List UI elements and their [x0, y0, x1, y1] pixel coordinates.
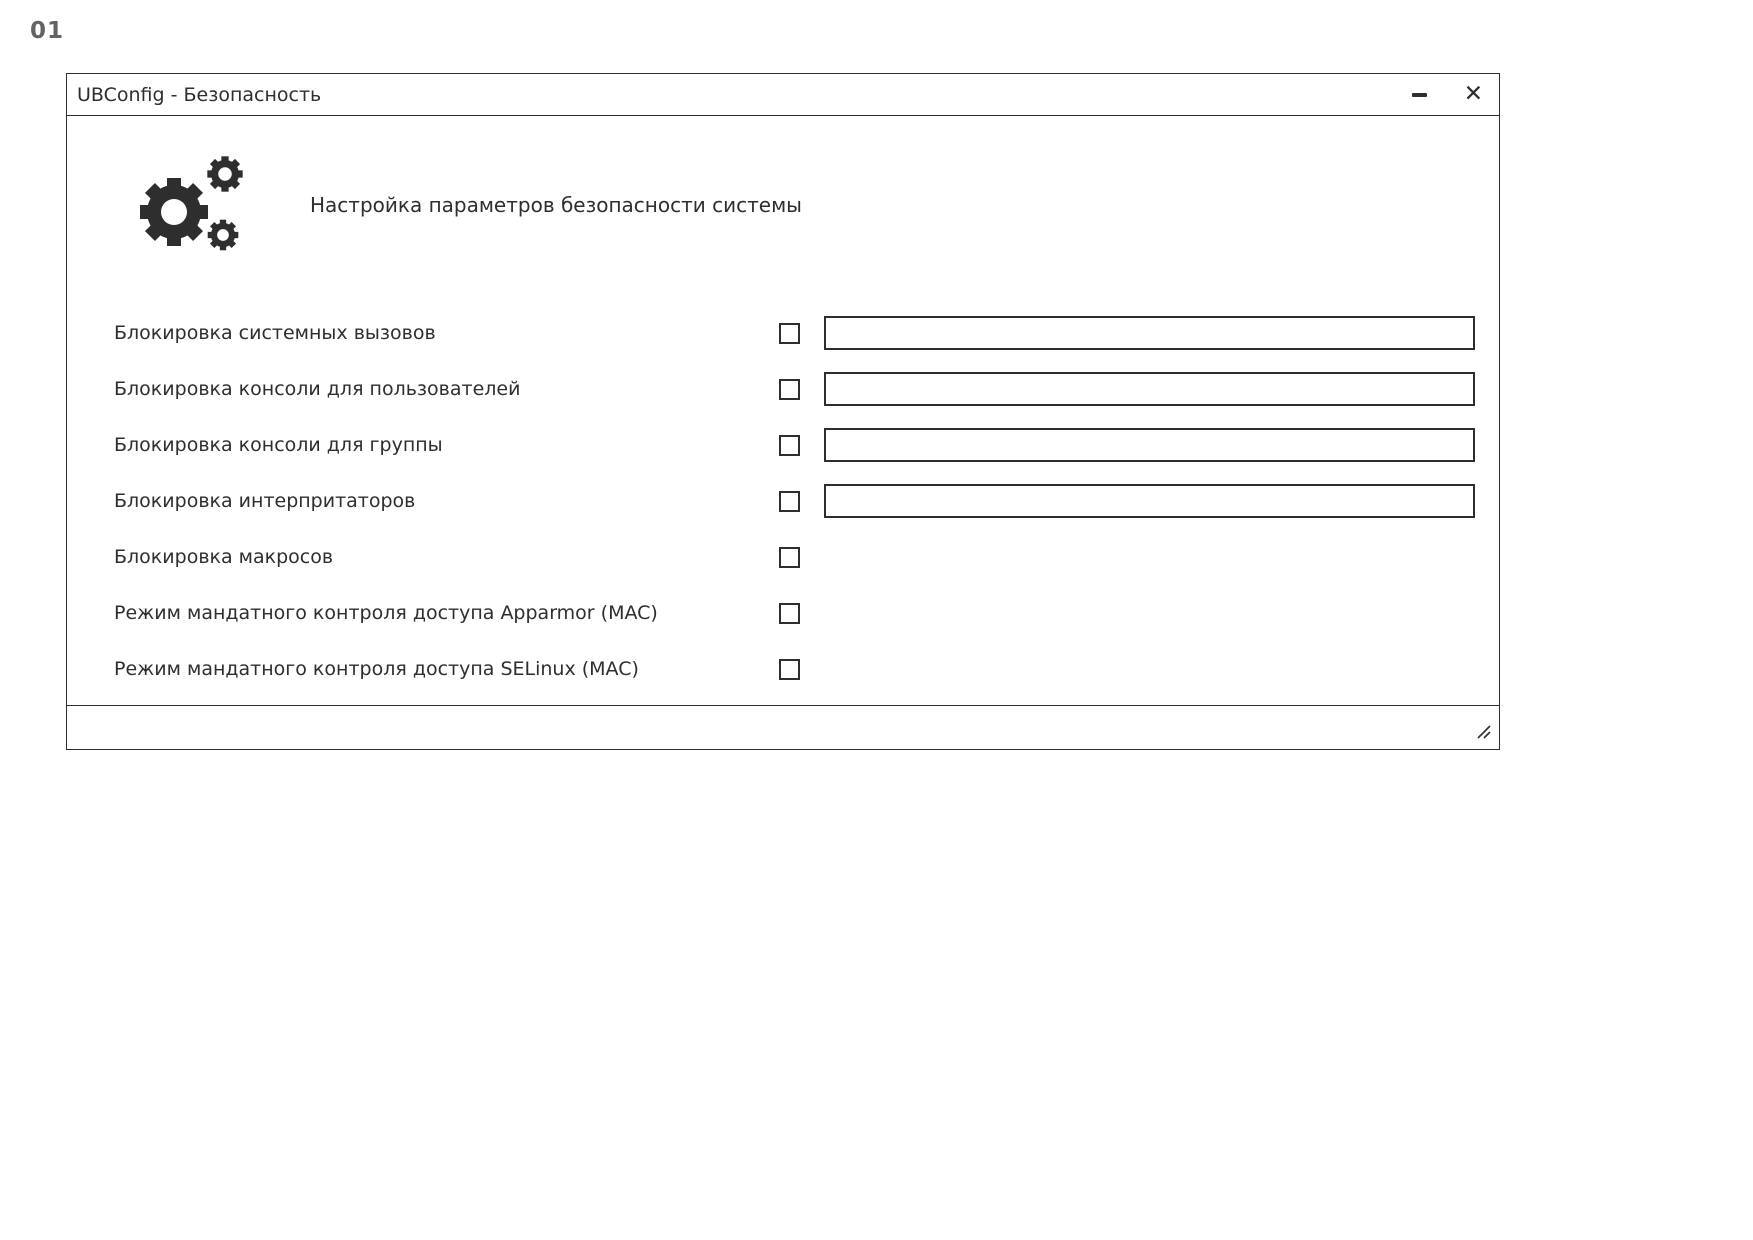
form-rows — [114, 316, 1475, 686]
row-label: Режим мандатного контроля доступа SELinux (MAC) — [114, 658, 639, 680]
row-label: Блокировка интерпритаторов — [114, 490, 416, 512]
row-label: Режим мандатного контроля доступа Apparmor (MAC) — [114, 602, 658, 624]
titlebar — [67, 74, 1499, 116]
form-row — [114, 372, 1475, 406]
window-controls — [1410, 83, 1483, 106]
close-button[interactable]: ✕ — [1463, 81, 1483, 107]
row-label: Блокировка консоли для пользователей — [114, 378, 521, 400]
minimize-icon — [1412, 93, 1427, 97]
slide-number: 01 — [30, 18, 65, 44]
form-row — [114, 428, 1475, 462]
window-content — [67, 116, 1499, 705]
row-checkbox[interactable] — [779, 323, 800, 344]
header-row — [132, 150, 1475, 260]
row-checkbox[interactable] — [779, 547, 800, 568]
resize-grip-icon[interactable] — [1471, 724, 1491, 743]
status-bar — [67, 705, 1499, 749]
form-row — [114, 652, 1475, 686]
row-input[interactable] — [824, 372, 1475, 406]
form-row — [114, 484, 1475, 518]
row-input[interactable] — [824, 484, 1475, 518]
row-input[interactable] — [824, 428, 1475, 462]
row-label: Блокировка макросов — [114, 546, 334, 568]
row-checkbox[interactable] — [779, 603, 800, 624]
header-description: Настройка параметров безопасности системы — [310, 193, 802, 217]
row-label: Блокировка системных вызовов — [114, 322, 436, 344]
row-input[interactable] — [824, 316, 1475, 350]
window-title: UBConfig - Безопасность — [77, 83, 322, 106]
row-checkbox[interactable] — [779, 435, 800, 456]
form-row — [114, 316, 1475, 350]
row-checkbox[interactable] — [779, 491, 800, 512]
ubconfig-window — [66, 73, 1500, 750]
minimize-button[interactable] — [1410, 84, 1430, 106]
row-checkbox[interactable] — [779, 379, 800, 400]
row-label: Блокировка консоли для группы — [114, 434, 443, 456]
form-row — [114, 596, 1475, 630]
gears-icon — [132, 152, 254, 258]
form-row — [114, 540, 1475, 574]
row-checkbox[interactable] — [779, 659, 800, 680]
